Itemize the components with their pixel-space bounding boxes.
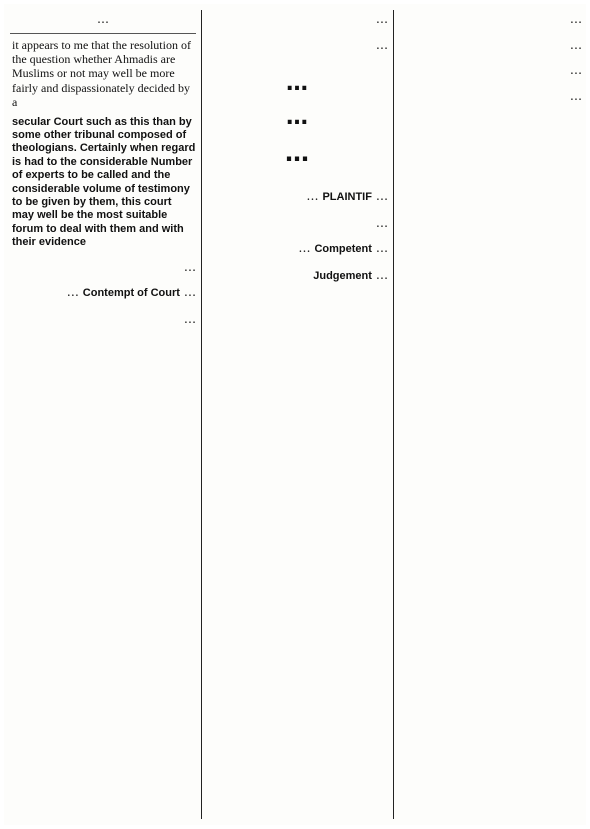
english-term: PLAINTIF <box>322 191 372 204</box>
column-right <box>398 10 582 819</box>
headline-line: … <box>285 139 309 168</box>
paragraph: … <box>569 12 582 26</box>
headline-line: … <box>286 105 308 131</box>
paragraph: … <box>375 12 388 26</box>
newspaper-page <box>4 4 586 825</box>
paragraph: … <box>569 88 582 103</box>
paragraph-text: … <box>375 189 388 204</box>
column-divider-right <box>393 10 394 819</box>
paragraph-text: … <box>375 241 388 256</box>
paragraph: … <box>375 215 388 230</box>
english-term: Contempt of Court <box>82 287 180 300</box>
column-left <box>10 10 196 819</box>
paragraph-text: … <box>66 285 79 300</box>
paragraph-text: … <box>306 189 319 204</box>
paragraph <box>206 187 388 208</box>
column-middle <box>206 10 388 819</box>
paragraph-text: … <box>183 285 196 300</box>
column-divider-left <box>201 10 202 819</box>
paragraph <box>206 266 388 287</box>
quotation-text: it appears to me that the resolution of the question whether Ahmadis are Muslims or not may well be more fairly and dispassionately decided by a <box>12 37 191 110</box>
paragraph: … <box>569 63 582 78</box>
english-term: Competent <box>314 243 372 256</box>
english-term: Judgement <box>313 269 372 282</box>
quote-reference: … <box>10 10 196 34</box>
paragraph <box>206 239 388 260</box>
headline-line: … <box>286 71 308 97</box>
article-headline <box>206 63 388 177</box>
english-quotation <box>10 38 196 250</box>
paragraph <box>10 283 196 304</box>
paragraph-text: … <box>375 267 388 282</box>
paragraph: … <box>375 37 388 52</box>
paragraph-text: … <box>298 241 311 256</box>
paragraph: … <box>569 37 582 52</box>
paragraph: … <box>183 311 196 326</box>
paragraph: … <box>183 259 196 274</box>
quotation-text: secular Court such as this than by some other tribunal composed of theologians. Certainly when regard is had to the considerable Number of experts to be called and the considerable volume of testimony to be given by them, this court may well be the most suitable forum to deal with them and with their evidence <box>12 115 196 249</box>
